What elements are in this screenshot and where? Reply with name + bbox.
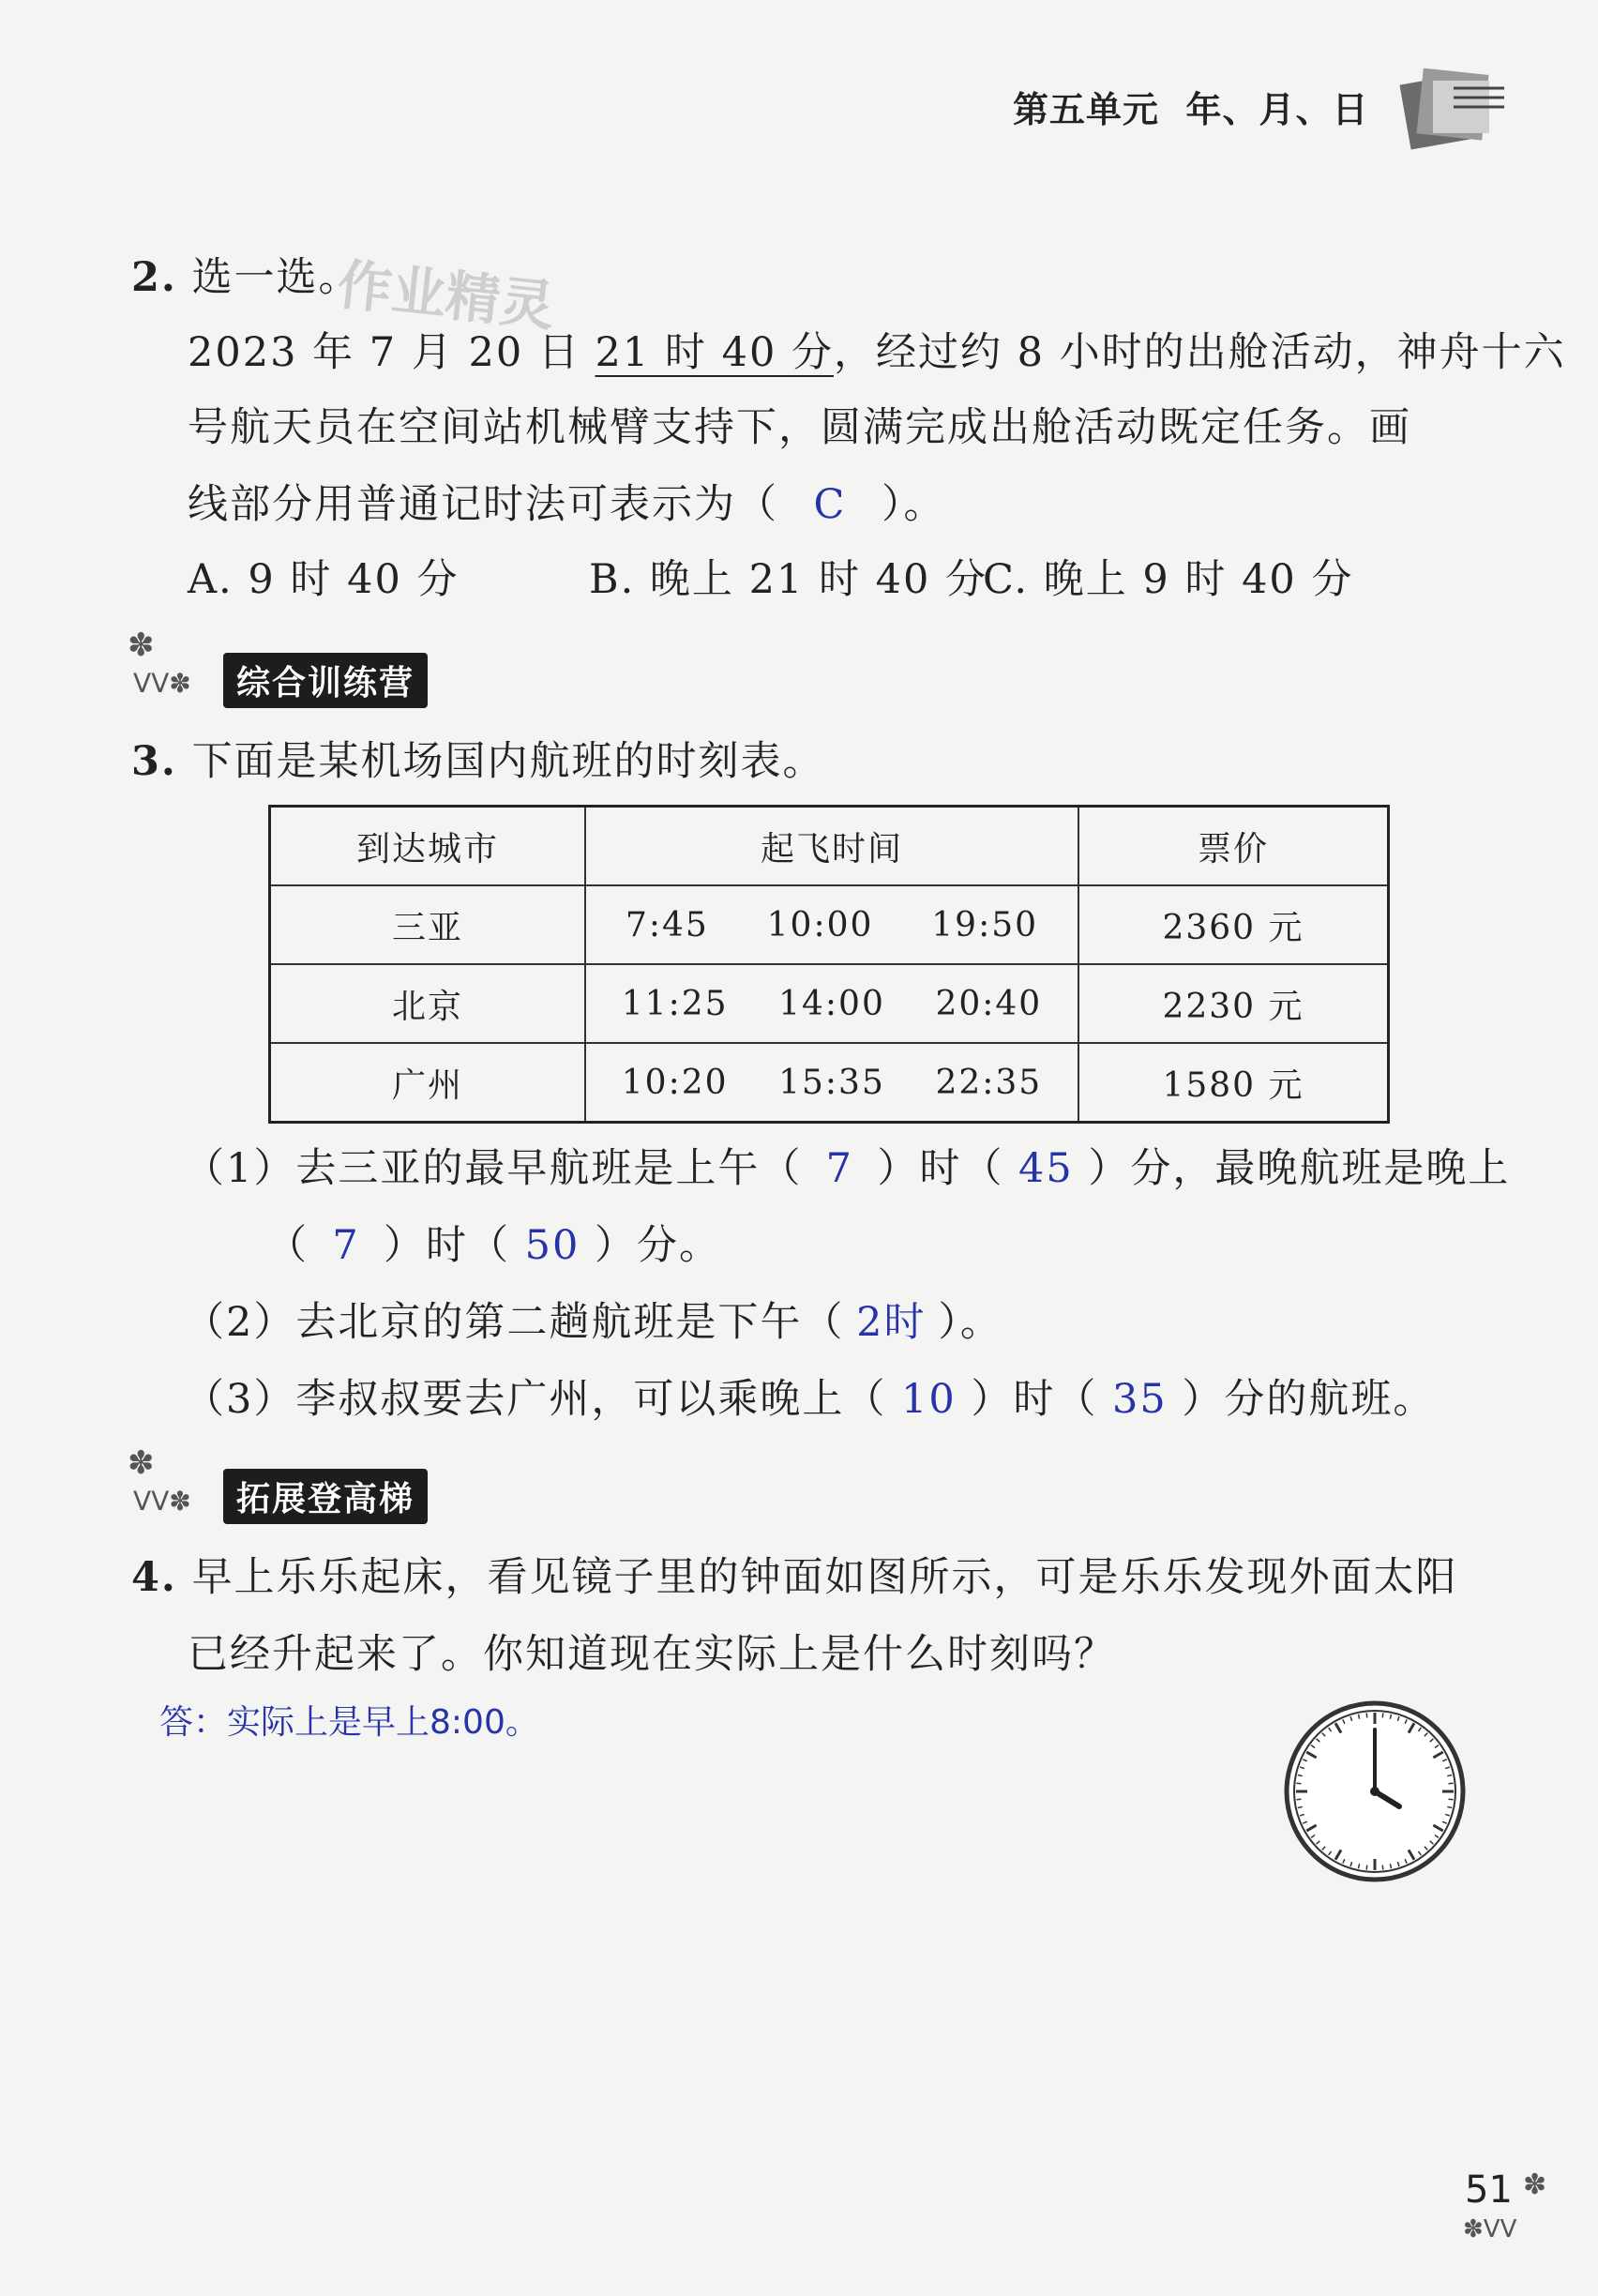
q2-line3-pre: 线部分用普通记时法可表示为（ bbox=[188, 481, 778, 528]
price-cell: 1580 元 bbox=[1078, 1043, 1389, 1123]
table-row bbox=[270, 885, 1389, 964]
table-row bbox=[270, 1043, 1389, 1123]
q3-sub1-text-e: ）时（ bbox=[384, 1222, 510, 1269]
time-value: 11:25 bbox=[621, 984, 729, 1023]
q3-sub3-text-b: ）时（ bbox=[971, 1376, 1098, 1423]
q3-sub1-answer4: 50 bbox=[524, 1222, 580, 1269]
flower-icon: ✽ bbox=[128, 627, 155, 664]
watermark: 作业精灵 bbox=[334, 252, 558, 339]
q3-sub2-text-a: （2）去北京的第二趟航班是下午（ bbox=[184, 1299, 845, 1346]
q4-line2: 已经升起来了。你知道现在实际上是什么时刻吗？ bbox=[188, 1631, 1116, 1678]
city-cell: 广州 bbox=[270, 1043, 586, 1123]
q3-number: 3. bbox=[131, 738, 177, 785]
header-departure: 起飞时间 bbox=[585, 807, 1078, 886]
q2-answer: C bbox=[813, 481, 847, 528]
clock-tick bbox=[1447, 1775, 1452, 1776]
q2-line1-pre: 2023 年 7 月 20 日 bbox=[188, 329, 595, 376]
times-cell bbox=[585, 1043, 1078, 1123]
time-value: 10:00 bbox=[766, 905, 874, 944]
q2-prompt-text: 选一选。 bbox=[191, 254, 361, 301]
q2-prompt bbox=[131, 246, 361, 303]
q2-line1-post: ，经过约 8 小时的出舱活动，神舟十六 bbox=[833, 329, 1566, 376]
q4-answer: 答：实际上是早上8:00。 bbox=[159, 1703, 539, 1742]
clock-tick bbox=[1390, 1714, 1391, 1719]
q2-line1 bbox=[188, 321, 1566, 378]
table-row bbox=[270, 964, 1389, 1043]
clock-tick bbox=[1296, 1799, 1301, 1800]
time-value: 7:45 bbox=[625, 905, 709, 944]
price-cell: 2230 元 bbox=[1078, 964, 1389, 1043]
book-stack-icon bbox=[1395, 62, 1508, 156]
q4-number: 4. bbox=[131, 1554, 177, 1601]
clock-tick bbox=[1366, 1713, 1367, 1717]
time-value: 20:40 bbox=[935, 984, 1043, 1023]
time-value: 14:00 bbox=[778, 984, 885, 1023]
q3-sub3-answer2: 35 bbox=[1112, 1376, 1168, 1423]
section-tag-comprehensive: 综合训练营 bbox=[223, 653, 428, 708]
q2-number: 2. bbox=[131, 254, 177, 301]
q3-sub1-answer3: 7 bbox=[332, 1222, 360, 1269]
q3-sub1-text-a: （1）去三亚的最早航班是上午（ bbox=[184, 1145, 803, 1192]
q2-option-a: A. 9 时 40 分 bbox=[188, 556, 460, 603]
clock-tick bbox=[1296, 1783, 1301, 1784]
clock-tick bbox=[1447, 1806, 1452, 1807]
q3-prompt bbox=[131, 730, 825, 787]
q4-line1 bbox=[131, 1546, 1458, 1603]
clock-tick bbox=[1382, 1866, 1383, 1870]
q3-sub1-text-f: ）分。 bbox=[595, 1222, 721, 1269]
clock-tick bbox=[1298, 1806, 1303, 1807]
q3-sub1-text-b: ）时（ bbox=[877, 1145, 1004, 1192]
time-value: 22:35 bbox=[935, 1063, 1043, 1102]
q3-sub3 bbox=[184, 1367, 1435, 1425]
time-value: 15:35 bbox=[778, 1063, 885, 1102]
q2-option-b: B. 晚上 21 时 40 分 bbox=[589, 556, 988, 603]
clock-tick bbox=[1359, 1714, 1360, 1719]
q3-sub1-answer2: 45 bbox=[1018, 1145, 1074, 1192]
q3-sub3-text-a: （3）李叔叔要去广州，可以乘晚上（ bbox=[184, 1376, 887, 1423]
q3-sub1-line2 bbox=[266, 1214, 721, 1271]
time-value: 10:20 bbox=[621, 1063, 729, 1102]
q3-sub2 bbox=[184, 1291, 1003, 1348]
q3-sub1-answer1: 7 bbox=[825, 1145, 854, 1192]
q3-sub2-text-b: ）。 bbox=[938, 1299, 1003, 1346]
q2-line3-post: ）。 bbox=[882, 481, 946, 528]
times-cell bbox=[585, 964, 1078, 1043]
q2-line2: 号航天员在空间站机械臂支持下，圆满完成出舱活动既定任务。画 bbox=[188, 404, 1411, 451]
q2-option-c: C. 晚上 9 时 40 分 bbox=[983, 556, 1354, 603]
clock-tick bbox=[1390, 1864, 1391, 1868]
city-cell: 三亚 bbox=[270, 885, 586, 964]
table-header-row bbox=[270, 807, 1389, 886]
flight-schedule-table bbox=[268, 805, 1390, 1124]
page-number: 51 bbox=[1465, 2168, 1513, 2212]
clock-tick bbox=[1366, 1866, 1367, 1870]
q3-sub3-text-c: ）分的航班。 bbox=[1182, 1376, 1436, 1423]
clock-tick bbox=[1449, 1783, 1454, 1784]
q4-line1-text: 早上乐乐起床，看见镜子里的钟面如图所示，可是乐乐发现外面太阳 bbox=[191, 1554, 1458, 1601]
time-value: 19:50 bbox=[931, 905, 1039, 944]
q2-underlined-time: 21 时 40 分 bbox=[595, 329, 834, 376]
times-cell bbox=[585, 885, 1078, 964]
q3-sub1-line1 bbox=[184, 1137, 1510, 1194]
q3-sub3-answer1: 10 bbox=[901, 1376, 957, 1423]
clock-tick bbox=[1298, 1775, 1303, 1776]
grass-icon: ᐯᐯ✽ bbox=[133, 1486, 191, 1517]
header-city: 到达城市 bbox=[270, 807, 586, 886]
section-tag-extension: 拓展登高梯 bbox=[223, 1469, 428, 1524]
grass-icon: ✽ᐯᐯ bbox=[1463, 2215, 1517, 2243]
q3-prompt-text: 下面是某机场国内航班的时刻表。 bbox=[191, 738, 825, 785]
clock-icon bbox=[1281, 1698, 1469, 1885]
unit-title: 第五单元 年、月、日 bbox=[1013, 89, 1369, 130]
clock-tick bbox=[1449, 1799, 1454, 1800]
q3-sub2-answer: 2时 bbox=[856, 1299, 927, 1346]
clock-tick bbox=[1359, 1864, 1360, 1868]
header-price: 票价 bbox=[1078, 807, 1389, 886]
flower-icon: ✽ bbox=[1523, 2168, 1547, 2201]
clock-tick bbox=[1382, 1713, 1383, 1717]
city-cell: 北京 bbox=[270, 964, 586, 1043]
q2-line3 bbox=[188, 473, 946, 530]
price-cell: 2360 元 bbox=[1078, 885, 1389, 964]
grass-icon: ᐯᐯ✽ bbox=[133, 668, 191, 699]
q3-sub1-text-d: （ bbox=[266, 1222, 309, 1269]
flower-icon: ✽ bbox=[128, 1444, 155, 1482]
q3-sub1-text-c: ）分，最晚航班是晚上 bbox=[1088, 1145, 1511, 1192]
